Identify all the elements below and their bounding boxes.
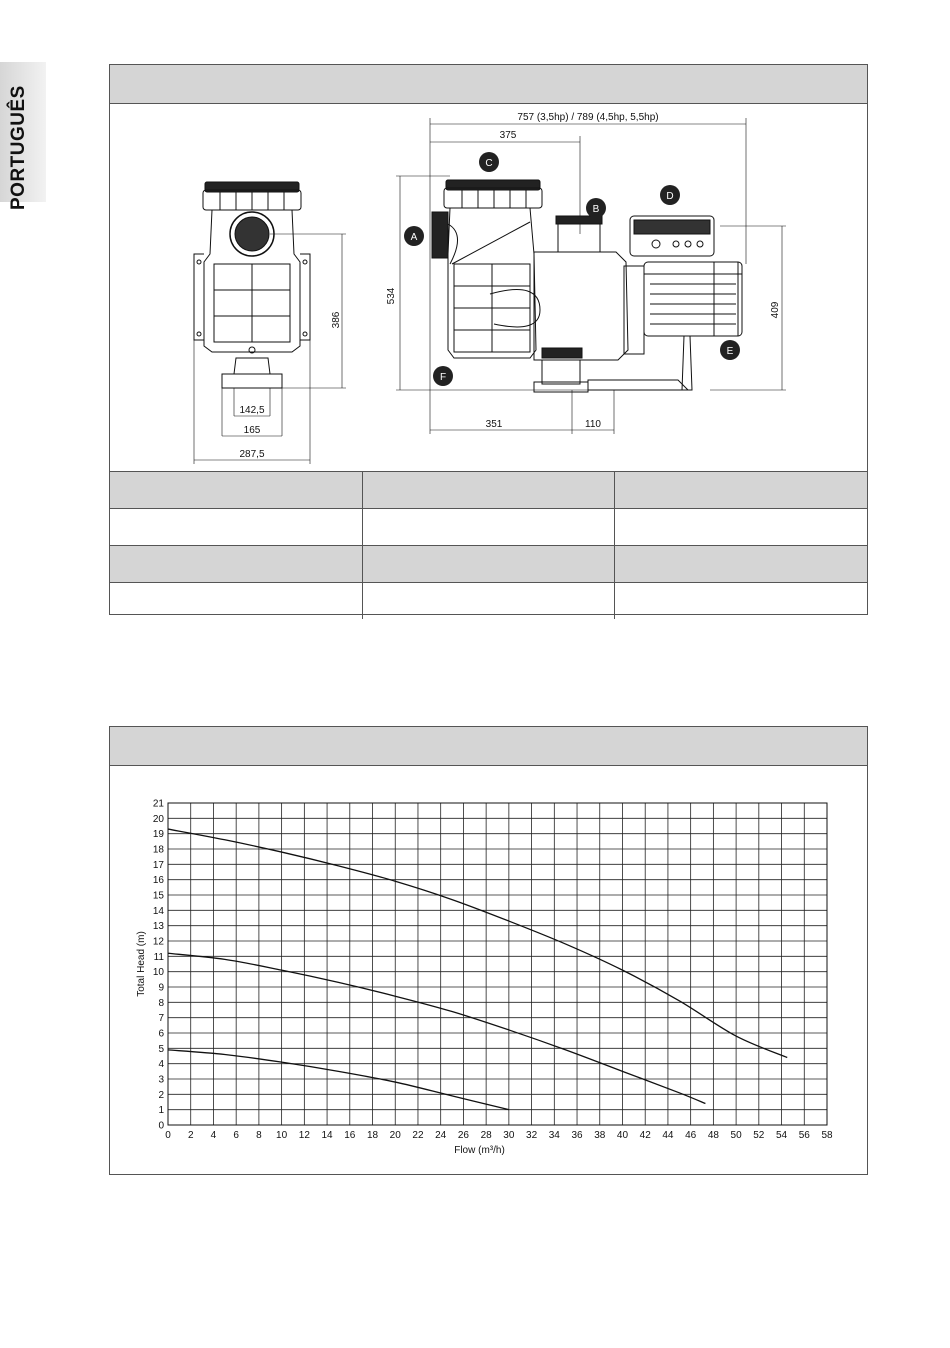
- y-tick-label: 18: [152, 844, 164, 856]
- plot-frame: [168, 803, 827, 1125]
- x-tick-label: 52: [753, 1130, 765, 1141]
- chart-curves: [168, 829, 787, 1110]
- spec-table-row: [110, 509, 867, 546]
- y-tick-label: 7: [158, 1013, 164, 1025]
- dim-width-total: 287,5: [239, 449, 265, 460]
- dim-bottom-right: 110: [585, 419, 601, 430]
- dim-base-inner: 142,5: [239, 405, 265, 416]
- spec-table: [110, 471, 867, 619]
- dim-bottom-left: 351: [485, 419, 503, 430]
- performance-curve-3: [168, 1050, 509, 1110]
- chart-grid: [168, 803, 827, 1125]
- x-tick-label: 28: [480, 1130, 492, 1141]
- x-tick-label: 58: [821, 1130, 833, 1141]
- x-tick-label: 4: [210, 1130, 217, 1141]
- x-tick-label: 2: [187, 1130, 194, 1141]
- callout-c-label: C: [485, 158, 493, 169]
- y-tick-label: 15: [152, 890, 164, 902]
- performance-curve-2: [168, 953, 705, 1103]
- y-tick-label: 5: [158, 1043, 164, 1055]
- spec-cell: [110, 509, 362, 546]
- x-tick-label: 34: [548, 1130, 560, 1141]
- x-tick-label: 48: [707, 1130, 719, 1141]
- dim-front-to-port: 375: [499, 130, 517, 141]
- x-tick-label: 46: [685, 1130, 697, 1141]
- spec-table-row: [110, 546, 867, 583]
- y-tick-label: 2: [158, 1089, 164, 1101]
- spec-table-row: [110, 583, 867, 620]
- chart-ticks: [153, 799, 833, 1142]
- dim-front-height: 386: [331, 311, 342, 329]
- spec-cell: [110, 583, 362, 620]
- y-tick-label: 9: [158, 982, 164, 994]
- y-tick-label: 13: [152, 921, 164, 933]
- spec-cell: [110, 546, 362, 583]
- spec-cell: [362, 583, 614, 620]
- x-tick-label: 20: [389, 1130, 401, 1141]
- pump-side-view: [396, 118, 786, 434]
- x-tick-label: 56: [798, 1130, 810, 1141]
- spec-cell: [615, 583, 867, 620]
- y-tick-label: 19: [152, 829, 164, 841]
- dimensions-panel-header: [110, 65, 867, 104]
- y-tick-label: 12: [152, 936, 164, 948]
- performance-curve-panel: [109, 726, 868, 1175]
- y-tick-label: 4: [158, 1059, 164, 1071]
- x-tick-label: 12: [298, 1130, 310, 1141]
- x-tick-label: 26: [457, 1130, 469, 1141]
- x-tick-label: 30: [503, 1130, 515, 1141]
- callout-e-label: E: [726, 346, 734, 357]
- callout-b-label: B: [592, 204, 600, 215]
- y-tick-label: 1: [158, 1105, 164, 1117]
- spec-cell: [615, 472, 867, 509]
- pump-front-view: [194, 182, 346, 464]
- language-label: PORTUGUÊS: [8, 85, 29, 210]
- x-tick-label: 44: [662, 1130, 674, 1141]
- callout-f-label: F: [439, 372, 447, 383]
- y-tick-label: 11: [153, 951, 164, 963]
- spec-cell: [615, 509, 867, 546]
- spec-cell: [615, 546, 867, 583]
- dimensions-panel: [109, 64, 868, 615]
- pump-dimension-drawing: [110, 104, 867, 471]
- x-tick-label: 6: [233, 1130, 239, 1141]
- dim-height-right: 409: [770, 301, 781, 319]
- y-tick-label: 8: [158, 997, 164, 1009]
- y-tick-label: 21: [152, 798, 164, 810]
- x-tick-label: 36: [571, 1130, 583, 1141]
- x-tick-label: 42: [639, 1130, 651, 1141]
- spec-cell: [110, 472, 362, 509]
- x-tick-label: 0: [165, 1130, 171, 1141]
- x-tick-label: 16: [344, 1130, 356, 1141]
- x-tick-label: 14: [321, 1130, 333, 1141]
- spec-table-row: [110, 472, 867, 509]
- performance-curve-panel-header: [110, 727, 867, 766]
- x-tick-label: 40: [616, 1130, 629, 1141]
- callout-a-label: A: [410, 232, 418, 243]
- performance-chart: [110, 766, 867, 1174]
- x-tick-label: 32: [526, 1130, 538, 1141]
- x-tick-label: 24: [435, 1130, 447, 1141]
- x-tick-label: 10: [276, 1130, 288, 1141]
- y-tick-label: 14: [152, 905, 164, 917]
- dim-base-outer: 165: [243, 425, 261, 436]
- y-tick-label: 20: [152, 813, 164, 825]
- spec-cell: [362, 509, 614, 546]
- dim-height-total: 534: [386, 287, 397, 305]
- performance-curve-1: [168, 829, 787, 1057]
- language-tab: [0, 62, 46, 210]
- x-tick-label: 54: [775, 1130, 788, 1141]
- y-axis-label: Total Head (m): [136, 931, 147, 997]
- x-tick-label: 8: [256, 1130, 262, 1141]
- x-axis-label: Flow (m³/h): [454, 1145, 505, 1156]
- callout-d-label: D: [666, 191, 674, 202]
- x-tick-label: 50: [730, 1130, 742, 1141]
- spec-cell: [362, 546, 614, 583]
- y-tick-label: 17: [152, 859, 164, 871]
- x-tick-label: 22: [412, 1130, 424, 1141]
- x-tick-label: 38: [594, 1130, 606, 1141]
- x-tick-label: 18: [366, 1130, 379, 1141]
- dim-total-length: 757 (3,5hp) / 789 (4,5hp, 5,5hp): [517, 112, 659, 123]
- y-tick-label: 3: [158, 1074, 164, 1086]
- y-tick-label: 6: [158, 1028, 164, 1040]
- y-tick-label: 0: [158, 1120, 164, 1132]
- y-tick-label: 16: [152, 875, 164, 887]
- spec-cell: [362, 472, 614, 509]
- y-tick-label: 10: [152, 967, 164, 979]
